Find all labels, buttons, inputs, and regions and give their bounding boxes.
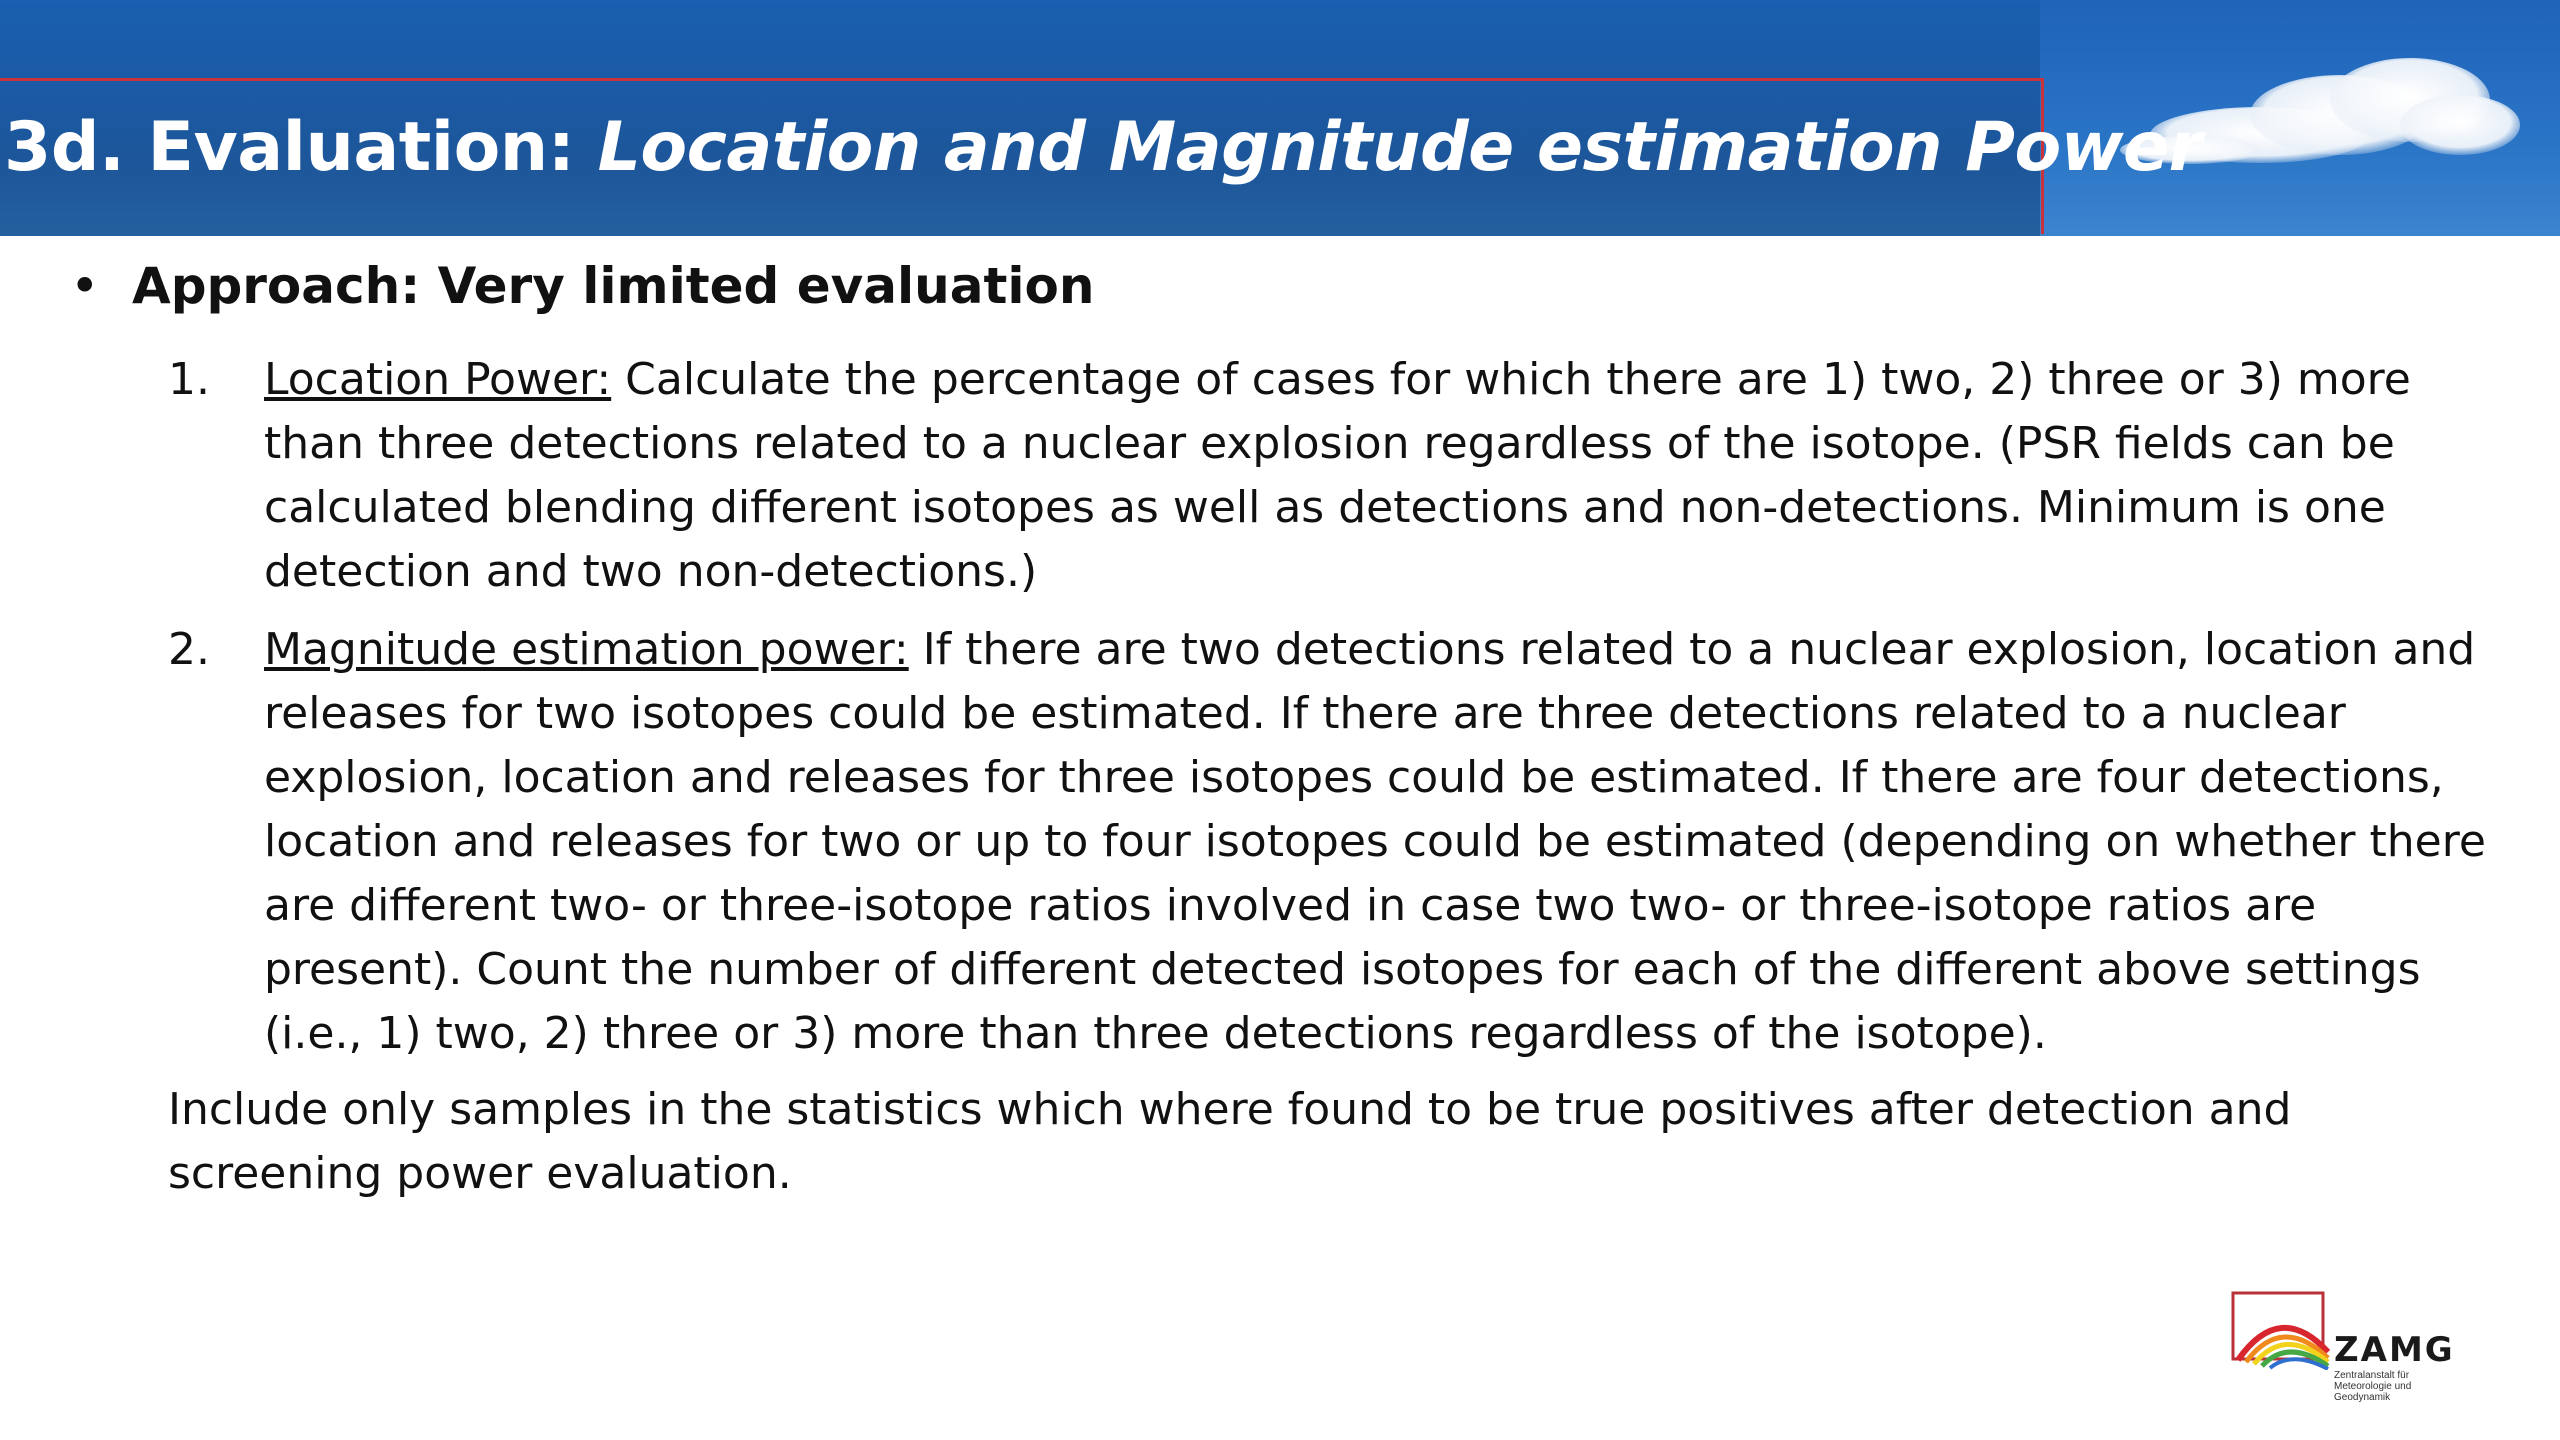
list-item-location-power [168,348,2488,604]
logo-name: ZAMG [2334,1330,2455,1370]
rainbow-logo-icon [2230,1290,2330,1370]
approach-bullet [70,256,1094,316]
bullet-icon: • [70,257,100,315]
list-item-text: If there are two detections related to a nuclear explosion, location and releases for two isotopes could be estimated. If there are three detections related to a nuclear explosion, location and releases for three isotopes could be estimated. If there are four detections, location and releases for two or up to four isotopes could be estimated (depending on whether there are different two- or three-isotope ratios involved in case two two- or three-isotope ratios are present). Count the number of different detected isotopes for each of the different above settings (i.e., 1) two, 2) three or 3) more than three detections regardless of the isotope). [264,624,2486,1059]
list-item-text: Calculate the percentage of cases for which there are 1) two, 2) three or 3) more than three detections related to a nuclear explosion regardless of the isotope. (PSR fields can be calculated blending different isotopes as well as detections and non-detections. Minimum is one detection and two non-detections.) [264,354,2411,597]
list-item-number: 1. [168,354,210,405]
header-banner [0,0,2560,236]
title-prefix: 3d. Evaluation: [4,108,598,187]
zamg-logo [2230,1290,2490,1410]
logo-subtitle: Zentralanstalt für Meteorologie und Geodynamik [2334,1370,2412,1403]
list-item-number: 2. [168,624,210,675]
list-item-label: Location Power: [264,354,612,405]
title-italic: Location and Magnitude estimation Power [597,108,2202,187]
list-item-body [264,618,2488,1066]
list-item-magnitude-power [168,618,2488,1066]
approach-text: Approach: Very limited evaluation [132,257,1095,315]
page-title [4,100,2202,196]
list-item-body [264,348,2488,604]
list-item-label: Magnitude estimation power: [264,624,909,675]
statistics-note: Include only samples in the statistics which where found to be true positives after detection and screening power evaluation. [168,1084,2292,1199]
